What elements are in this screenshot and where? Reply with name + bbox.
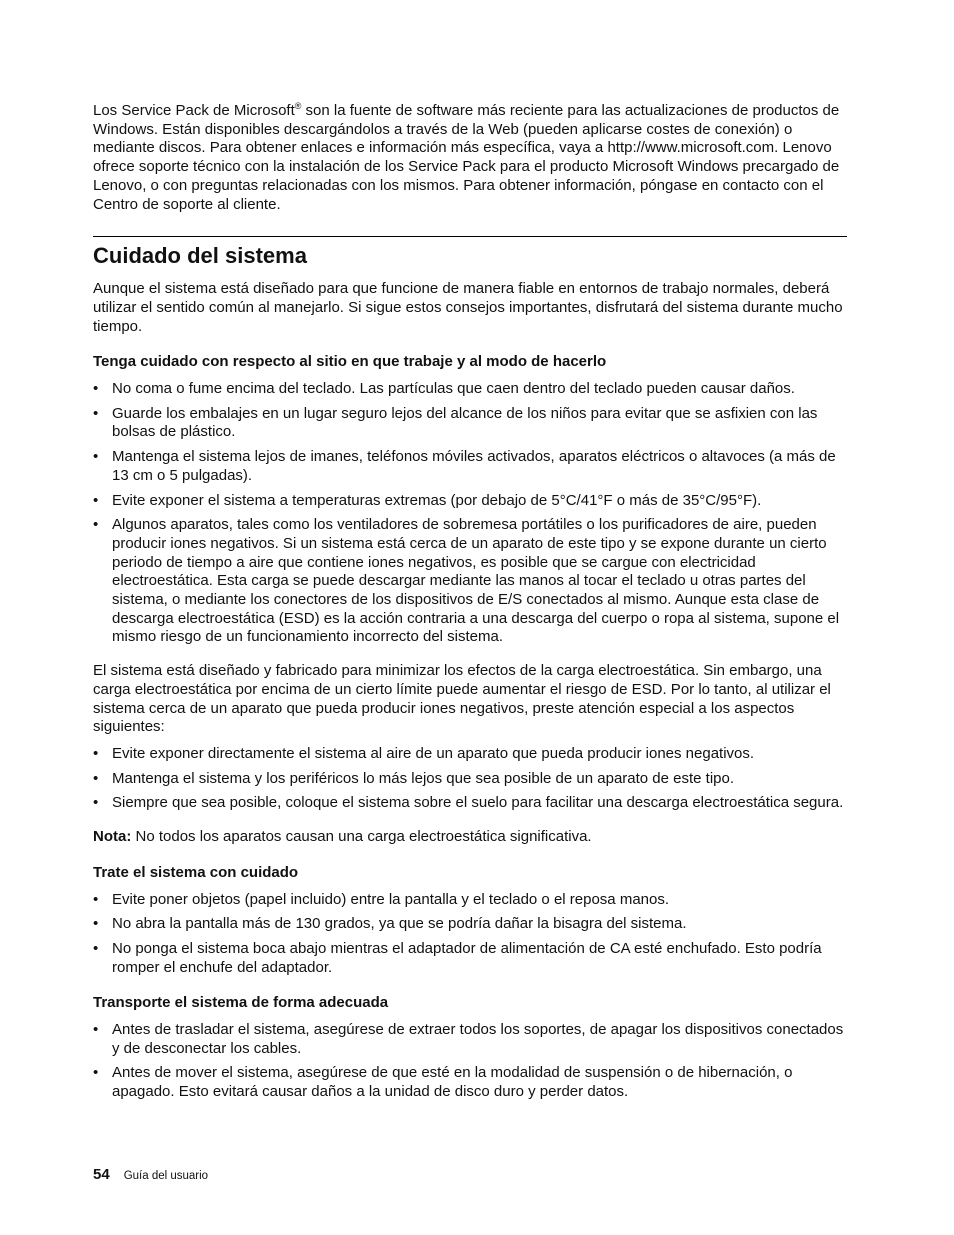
section-lead: Aunque el sistema está diseñado para que funcione de manera fiable en entornos de trabajo normales, deberá utilizar el sentido común al manejarlo. Si sigue estos consejos importantes, disfrutará del sistema durante mucho tiempo. <box>93 280 843 335</box>
list-item <box>93 794 847 813</box>
list-item <box>93 940 847 977</box>
list-item-text: No coma o fume encima del teclado. Las partículas que caen dentro del teclado pueden causar daños. <box>112 380 795 398</box>
note-label: Nota: <box>93 828 132 846</box>
work-list <box>93 380 847 647</box>
bullet: • <box>93 890 99 908</box>
list-item <box>93 891 847 910</box>
page-number: 54 <box>93 1166 110 1183</box>
bullet: • <box>93 769 99 787</box>
bullet: • <box>93 516 99 534</box>
list-item <box>93 380 847 399</box>
note <box>93 828 847 847</box>
transport-heading: Transporte el sistema de forma adecuada <box>93 994 389 1012</box>
list-item <box>93 1021 847 1058</box>
handle-heading: Trate el sistema con cuidado <box>93 863 299 881</box>
list-item-text: Siempre que sea posible, coloque el sistema sobre el suelo para facilitar una descarga electroestática segura. <box>112 794 844 812</box>
section-divider <box>93 236 847 237</box>
list-item <box>93 745 847 764</box>
bullet: • <box>93 380 99 398</box>
esd-list <box>93 745 847 813</box>
footer-doc-title: Guía del usuario <box>123 1170 209 1182</box>
bullet: • <box>93 491 99 509</box>
bullet: • <box>93 1064 99 1082</box>
bullet: • <box>93 404 99 422</box>
page-footer <box>93 1166 208 1183</box>
list-item-text: Algunos aparatos, tales como los ventiladores de sobremesa portátiles o los purificadores de aire, pueden producir iones negativos. Si un sistema está cerca de un aparato de este tipo y se expone durante un cierto periodo de tiempo a aire que contiene iones negativos, es posible que se cargue con electricidad electroestática. Esta carga se puede descargar mediante las manos al tocar el teclado u otras partes del sistema, o mediante los conectores de los dispositivos de E/S conectados al mismo. Aunque esta clase de descarga electroestática (ESD) es la acción contraria a una descarga del cuerpo o ropa al sistema, supone el mismo riesgo de un funcionamiento incorrecto del sistema. <box>112 516 840 646</box>
list-item <box>93 770 847 789</box>
list-item-text: Antes de mover el sistema, asegúrese de que esté en la modalidad de suspensión o de hibernación, o apagado. Esto evitará causar daños a la unidad de disco duro y perder datos. <box>112 1064 793 1101</box>
note-text: No todos los aparatos causan una carga electroestática significativa. <box>131 828 592 846</box>
list-item-text: Mantenga el sistema lejos de imanes, teléfonos móviles activados, aparatos eléctricos o altavoces (a más de 13 cm o 5 pulgadas). <box>112 448 836 484</box>
list-item-text: No ponga el sistema boca abajo mientras el adaptador de alimentación de CA esté enchufado. Esto podría romper el enchufe del adaptador. <box>112 939 822 976</box>
transport-list <box>93 1021 847 1102</box>
intro-text-start: Los Service Pack de Microsoft <box>93 102 295 119</box>
list-item-text: Mantenga el sistema y los periféricos lo más lejos que sea posible de un aparato de este tipo. <box>112 769 735 787</box>
intro-paragraph <box>93 102 847 214</box>
list-item-text: Evite poner objetos (papel incluido) entre la pantalla y el teclado o el reposa manos. <box>112 890 670 908</box>
list-item <box>93 516 847 647</box>
bullet: • <box>93 915 99 933</box>
list-item <box>93 448 847 485</box>
list-item-text: Evite exponer el sistema a temperaturas extremas (por debajo de 5°C/41°F o más de 35°C/95°F). <box>112 491 762 509</box>
bullet: • <box>93 744 99 762</box>
list-item <box>93 405 847 442</box>
list-item <box>93 1064 847 1101</box>
list-item-text: Antes de trasladar el sistema, asegúrese de extraer todos los soportes, de apagar los dispositivos conectados y de desconectar los cables. <box>112 1021 844 1057</box>
registered-mark: ® <box>294 101 302 111</box>
bullet: • <box>93 1021 99 1039</box>
work-heading: Tenga cuidado con respecto al sitio en que trabaje y al modo de hacerlo <box>93 353 607 371</box>
bullet: • <box>93 448 99 466</box>
list-item-text: Guarde los embalajes en un lugar seguro lejos del alcance de los niños para evitar que se asfixien con las bolsas de plástico. <box>112 404 818 441</box>
handle-list <box>93 891 847 978</box>
esd-paragraph: El sistema está diseñado y fabricado para minimizar los efectos de la carga electroestática. Sin embargo, una carga electroestática por encima de un cierto límite puede aumentar el riesgo de ESD. Por lo tanto, al utilizar el sistema cerca de un aparato que pueda producir iones negativos, preste atención especial a los aspectos siguientes: <box>93 662 831 736</box>
intro-text-rest: son la fuente de software más reciente para las actualizaciones de productos de Windows. Están disponibles descargándolos a través de la Web (pueden aplicarse costes de conexión) o mediante discos. Para obtener enlaces e información más específica, vaya a http://www.microsoft.com. Lenovo ofrece soporte técnico con la instalación de los Service Pack para el producto Microsoft Windows precargado de Lenovo, o con preguntas relacionadas con los mismos. Para obtener información, póngase en contacto con el Centro de soporte al cliente. <box>93 102 840 213</box>
section-title: Cuidado del sistema <box>93 243 307 269</box>
list-item-text: Evite exponer directamente el sistema al aire de un aparato que pueda producir iones negativos. <box>112 744 755 762</box>
bullet: • <box>93 794 99 812</box>
list-item <box>93 492 847 511</box>
list-item-text: No abra la pantalla más de 130 grados, ya que se podría dañar la bisagra del sistema. <box>112 915 687 933</box>
bullet: • <box>93 939 99 957</box>
list-item <box>93 915 847 934</box>
document-page <box>93 100 847 1108</box>
